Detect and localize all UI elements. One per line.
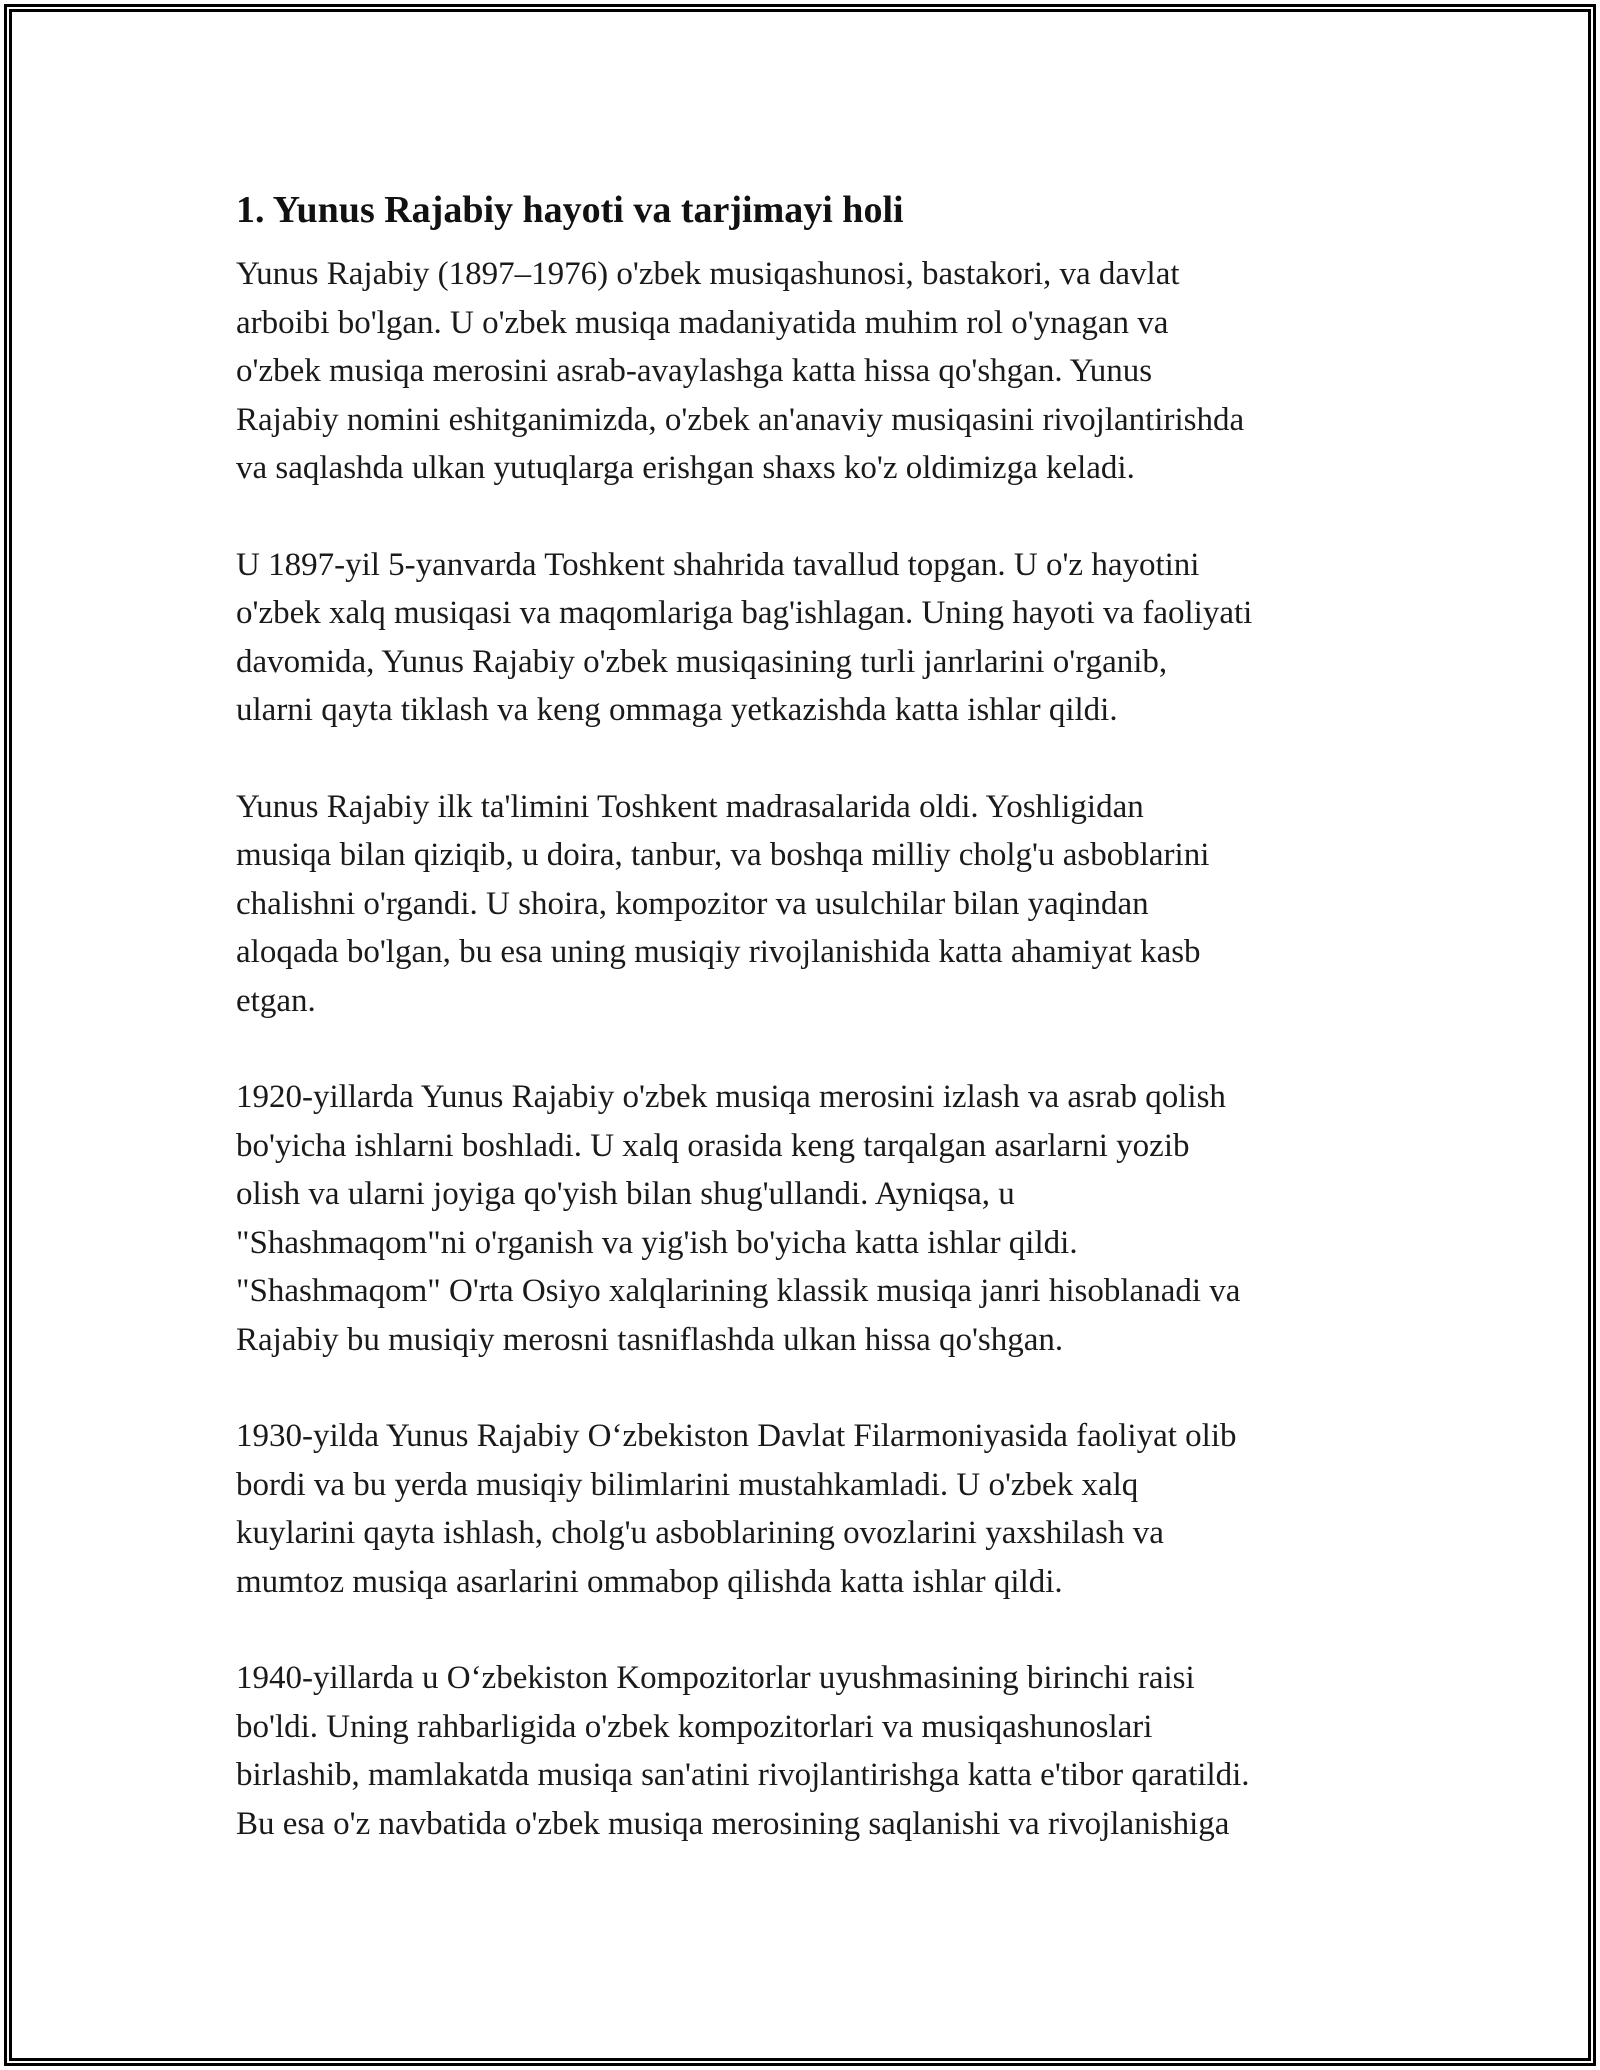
text-line: Yunus Rajabiy (1897–1976) o'zbek musiqashunosi, bastakori, va davlat (236, 256, 1180, 292)
text-line: bo'yicha ishlarni boshladi. U xalq orasida keng tarqalgan asarlarni yozib (236, 1127, 1190, 1164)
text-line: mumtoz musiqa asarlarini ommabop qilishda katta ishlar qildi. (236, 1563, 1063, 1600)
text-line: "Shashmaqom" O'rta Osiyo xalqlarining klassik musiqa janri hisoblanadi va (236, 1273, 1241, 1309)
text-line: bo'ldi. Uning rahbarligida o'zbek kompozitorlari va musiqashunoslari (236, 1708, 1153, 1745)
paragraph-3 (236, 783, 1366, 1026)
text-line: birlashib, mamlakatda musiqa san'atini rivojlantirishga katta e'tibor qaratildi. (236, 1757, 1250, 1793)
text-line: Bu esa o'z navbatida o'zbek musiqa merosining saqlanishi va rivojlanishiga (236, 1805, 1230, 1842)
text-line: kuylarini qayta ishlash, cholg'u asboblarining ovozlarini yaxshilash va (236, 1515, 1164, 1551)
text-line: o'zbek musiqa merosini asrab-avaylashga katta hissa qo'shgan. Yunus (236, 353, 1153, 389)
text-line: davomida, Yunus Rajabiy o'zbek musiqasining turli janrlarini o'rganib, (236, 643, 1168, 680)
text-line: Yunus Rajabiy ilk ta'limini Toshkent madrasalarida oldi. Yoshligidan (236, 788, 1144, 825)
text-line: 1920-yillarda Yunus Rajabiy o'zbek musiqa merosini izlash va asrab qolish (236, 1079, 1226, 1115)
text-line: U 1897-yil 5-yanvarda Toshkent shahrida tavallud topgan. U o'z hayotini (236, 546, 1200, 583)
paragraph-1 (236, 250, 1366, 493)
text-line: chalishni o'rgandi. U shoira, kompozitor va usulchilar bilan yaqindan (236, 885, 1149, 922)
text-line: Rajabiy bu musiqiy merosni tasniflashda ulkan hissa qo'shgan. (236, 1321, 1064, 1358)
text-line: ularni qayta tiklash va keng ommaga yetkazishda katta ishlar qildi. (236, 692, 1118, 728)
text-line: arboibi bo'lgan. U o'zbek musiqa madaniyatida muhim rol o'ynagan va (236, 304, 1169, 341)
text-line: Rajabiy nomini eshitganimizda, o'zbek an'anaviy musiqasini rivojlantirishda (236, 401, 1245, 438)
text-line: o'zbek xalq musiqasi va maqomlariga bag'ishlagan. Uning hayoti va faoliyati (236, 595, 1253, 631)
paragraph-4 (236, 1073, 1366, 1364)
text-line: va saqlashda ulkan yutuqlarga erishgan shaxs ko'z oldimizga keladi. (236, 450, 1135, 486)
document-body (236, 186, 1366, 1896)
paragraph-6 (236, 1654, 1366, 1848)
text-line: aloqada bo'lgan, bu esa uning musiqiy rivojlanishida katta ahamiyat kasb (236, 934, 1201, 970)
text-line: bordi va bu yerda musiqiy bilimlarini mustahkamladi. U o'zbek xalq (236, 1466, 1139, 1503)
text-line: 1930-yilda Yunus Rajabiy O‘zbekiston Davlat Filarmoniyasida faoliyat olib (236, 1418, 1237, 1454)
text-line: olish va ularni joyiga qo'yish bilan shug'ullandi. Ayniqsa, u (236, 1176, 1015, 1212)
paragraph-2 (236, 541, 1366, 735)
paragraph-5 (236, 1412, 1366, 1606)
text-line: etgan. (236, 982, 316, 1019)
text-line: musiqa bilan qiziqib, u doira, tanbur, va boshqa milliy cholg'u asboblarini (236, 837, 1210, 873)
section-heading: 1. Yunus Rajabiy hayoti va tarjimayi holi (236, 189, 904, 231)
text-line: 1940-yillarda u O‘zbekiston Kompozitorlar uyushmasining birinchi raisi (236, 1660, 1195, 1696)
text-line: "Shashmaqom"ni o'rganish va yig'ish bo'yicha katta ishlar qildi. (236, 1224, 1078, 1261)
